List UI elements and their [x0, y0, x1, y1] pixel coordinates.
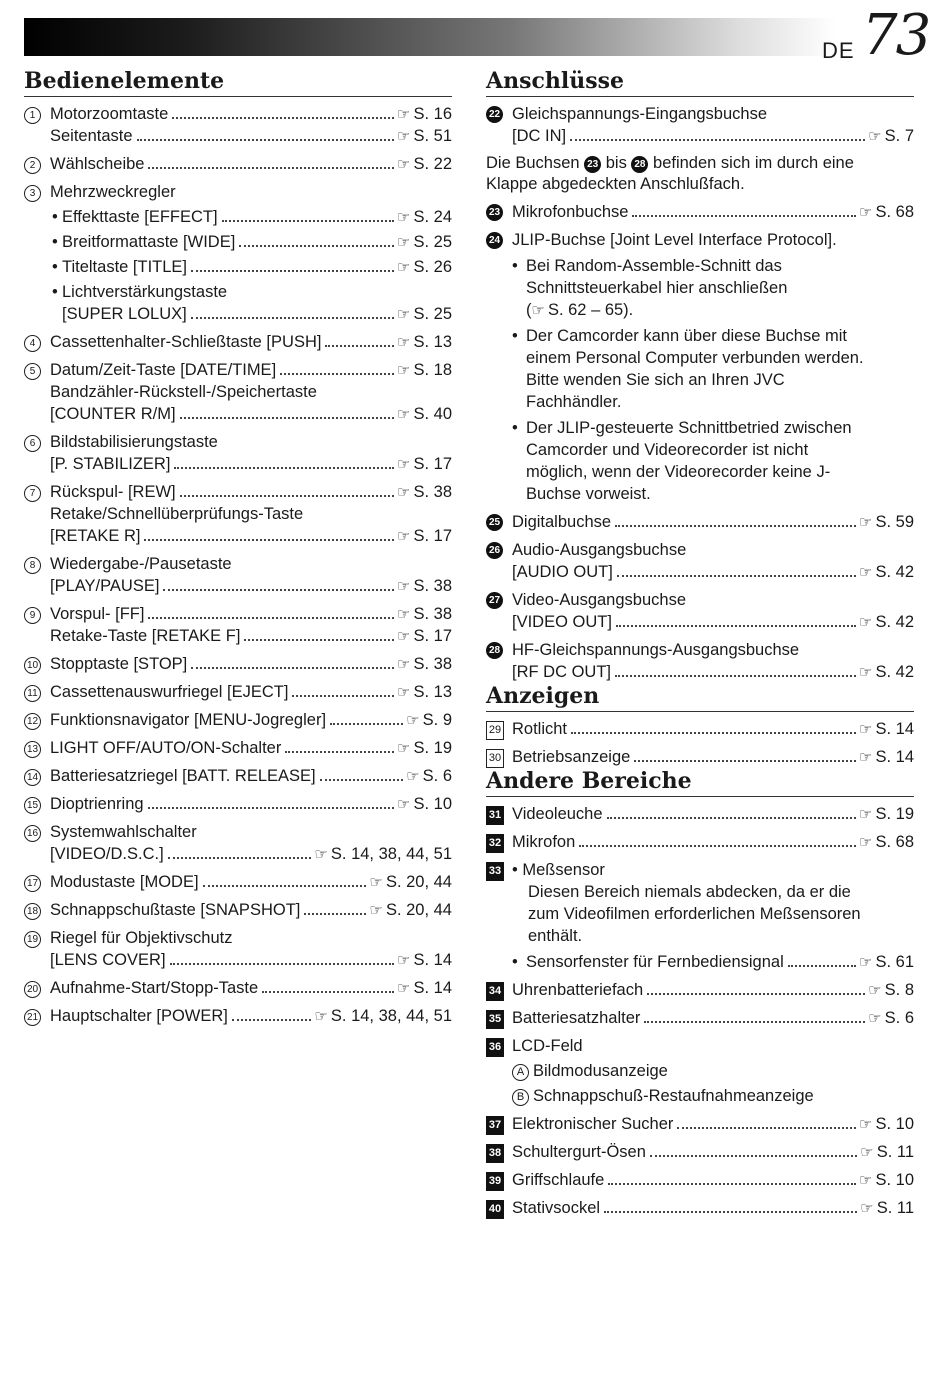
item-number: 1 — [24, 107, 41, 124]
list-item: 15 Dioptrienring ☞ S. 10 — [24, 793, 452, 815]
pointing-hand-icon: ☞ — [859, 748, 873, 766]
pointing-hand-icon: ☞ — [859, 805, 873, 823]
list-item: 23 Mikrofonbuchse ☞ S. 68 — [486, 201, 914, 223]
list-item: 34 Uhrenbatteriefach ☞ S. 8 — [486, 979, 914, 1001]
list-item: 14 Batteriesatzriegel [BATT. RELEASE] ☞ S. 6 — [24, 765, 452, 787]
list-item: 40 Stativsockel ☞ S. 11 — [486, 1197, 914, 1219]
list-subitem: • Effekttaste [EFFECT] ☞ S. 24 — [52, 208, 452, 226]
list-item: 4 Cassettenhalter-Schließtaste [PUSH] ☞ S. 13 — [24, 331, 452, 353]
left-column — [24, 68, 452, 1027]
list-item: 20 Aufnahme-Start/Stopp-Taste ☞ S. 14 — [24, 977, 452, 999]
list-item: 31 Videoleuche ☞ S. 19 — [486, 803, 914, 825]
list-item: 29 Rotlicht ☞ S. 14 — [486, 718, 914, 740]
pointing-hand-icon: ☞ — [397, 527, 411, 545]
pointing-hand-icon: ☞ — [859, 613, 873, 631]
pointing-hand-icon: ☞ — [397, 333, 411, 351]
list-item: 16 Systemwahlschalter [VIDEO/D.S.C.] ☞ S. 14, 38, 44, 51 — [24, 821, 452, 865]
list-item: 30 Betriebsanzeige ☞ S. 14 — [486, 746, 914, 768]
list-item: 19 Riegel für Objektivschutz [LENS COVER] ☞ S. 14 — [24, 927, 452, 971]
pointing-hand-icon: ☞ — [859, 1171, 873, 1189]
list-item: 8 Wiedergabe-/Pausetaste [PLAY/PAUSE] ☞ S. 38 — [24, 553, 452, 597]
pointing-hand-icon: ☞ — [397, 795, 411, 813]
list-item: 11 Cassettenauswurfriegel [EJECT] ☞ S. 13 — [24, 681, 452, 703]
pointing-hand-icon: ☞ — [397, 979, 411, 997]
list-item: 12 Funktionsnavigator [MENU-Jogregler] ☞ S. 9 — [24, 709, 452, 731]
pointing-hand-icon: ☞ — [859, 513, 873, 531]
list-item: 13 LIGHT OFF/AUTO/ON-Schalter ☞ S. 19 — [24, 737, 452, 759]
list-item: 17 Modustaste [MODE] ☞ S. 20, 44 — [24, 871, 452, 893]
header-gradient-bar — [24, 18, 836, 56]
list-subitem: • Breitformattaste [WIDE] ☞ S. 25 — [52, 233, 452, 251]
list-subitem: • Bei Random-Assemble-Schnitt das Schnittsteuerkabel hier anschließen (☞ S. 62 – 65). — [512, 257, 788, 319]
list-item: 5 Datum/Zeit-Taste [DATE/TIME] ☞ S. 18 Bandzähler-Rückstell-/Speichertaste [COUNTER R/M] ☞ S. 40 — [24, 359, 452, 425]
pointing-hand-icon: ☞ — [406, 767, 420, 785]
leader-dots — [172, 117, 394, 119]
pointing-hand-icon: ☞ — [397, 483, 411, 501]
list-item: 37 Elektronischer Sucher ☞ S. 10 — [486, 1113, 914, 1135]
list-item: 26 Audio-Ausgangsbuchse [AUDIO OUT] ☞ S. 42 — [486, 539, 914, 583]
pointing-hand-icon: ☞ — [397, 739, 411, 757]
pointing-hand-icon: ☞ — [314, 1007, 328, 1025]
list-subitem: • Der JLIP-gesteuerte Schnittbetried zwischen Camcorder und Videorecorder ist nicht möglich, wenn der Videorecorder keine J- Buchse vorweist. — [512, 419, 852, 503]
list-item: 10 Stopptaste [STOP] ☞ S. 38 — [24, 653, 452, 675]
pointing-hand-icon: ☞ — [397, 208, 411, 226]
list-item: 18 Schnappschußtaste [SNAPSHOT] ☞ S. 20, 44 — [24, 899, 452, 921]
list-item: 28 HF-Gleichspannungs-Ausgangsbuchse [RF DC OUT] ☞ S. 42 — [486, 639, 914, 683]
language-code: DE — [822, 38, 855, 63]
pointing-hand-icon: ☞ — [397, 683, 411, 701]
pointing-hand-icon: ☞ — [860, 1143, 874, 1161]
page-number: 73 — [862, 3, 930, 68]
pointing-hand-icon: ☞ — [397, 233, 411, 251]
pointing-hand-icon: ☞ — [868, 981, 882, 999]
list-item: 33 • Meßsensor Diesen Bereich niemals abdecken, da er die zum Videofilmen erforderlichen Meßsensoren enthält. — [486, 859, 914, 947]
pointing-hand-icon: ☞ — [314, 845, 328, 863]
list-item: 36 LCD-Feld A Bildmodusanzeige B Schnappschuß-Restaufnahmeanzeige — [486, 1035, 914, 1107]
list-subitem: • Titeltaste [TITLE] ☞ S. 26 — [52, 258, 452, 276]
note-paragraph: Die Buchsen 23 bis 28 befinden sich im durch eine Klappe abgedeckten Anschlußfach. — [486, 154, 854, 193]
list-item: 27 Video-Ausgangsbuchse [VIDEO OUT] ☞ S. 42 — [486, 589, 914, 633]
pointing-hand-icon: ☞ — [397, 127, 411, 145]
pointing-hand-icon: ☞ — [397, 627, 411, 645]
pointing-hand-icon: ☞ — [397, 258, 411, 276]
pointing-hand-icon: ☞ — [860, 1199, 874, 1217]
list-item: 25 Digitalbuchse ☞ S. 59 — [486, 511, 914, 533]
pointing-hand-icon: ☞ — [369, 901, 383, 919]
list-item: 39 Griffschlaufe ☞ S. 10 — [486, 1169, 914, 1191]
pointing-hand-icon: ☞ — [397, 605, 411, 623]
pointing-hand-icon: ☞ — [397, 105, 411, 123]
pointing-hand-icon: ☞ — [397, 361, 411, 379]
section-title-anschluesse: Anschlüsse — [486, 68, 914, 97]
section-title-andere-bereiche: Andere Bereiche — [486, 768, 914, 797]
pointing-hand-icon: ☞ — [397, 455, 411, 473]
list-item: 32 Mikrofon ☞ S. 68 — [486, 831, 914, 853]
list-item: 3 Mehrzweckregler — [24, 181, 452, 203]
list-item: 1 Motorzoomtaste ☞ S. 16 Seitentaste ☞ S. 51 — [24, 103, 452, 147]
list-subitem: • Der Camcorder kann über diese Buchse mit einem Personal Computer verbunden werden. Bitte wenden Sie sich an Ihren JVC Fachhändler. — [512, 327, 864, 411]
list-item: 21 Hauptschalter [POWER] ☞ S. 14, 38, 44, 51 — [24, 1005, 452, 1027]
pointing-hand-icon: ☞ — [859, 203, 873, 221]
list-item: 7 Rückspul- [REW] ☞ S. 38 Retake/Schnellüberprüfungs-Taste [RETAKE R] ☞ S. 17 — [24, 481, 452, 547]
pointing-hand-icon: ☞ — [859, 953, 873, 971]
pointing-hand-icon: ☞ — [369, 873, 383, 891]
pointing-hand-icon: ☞ — [397, 155, 411, 173]
pointing-hand-icon: ☞ — [868, 1009, 882, 1027]
list-item: 2 Wählscheibe ☞ S. 22 — [24, 153, 452, 175]
pointing-hand-icon: ☞ — [859, 663, 873, 681]
list-item: 22 Gleichspannungs-Eingangsbuchse [DC IN] ☞ S. 7 — [486, 103, 914, 147]
pointing-hand-icon: ☞ — [397, 951, 411, 969]
pointing-hand-icon: ☞ — [406, 711, 420, 729]
list-item: 9 Vorspul- [FF] ☞ S. 38 Retake-Taste [RETAKE F] ☞ S. 17 — [24, 603, 452, 647]
section-title-bedienelemente: Bedienelemente — [24, 68, 452, 97]
pointing-hand-icon: ☞ — [868, 127, 882, 145]
section-title-anzeigen: Anzeigen — [486, 683, 914, 712]
pointing-hand-icon: ☞ — [397, 405, 411, 423]
right-column — [486, 68, 914, 1219]
pointing-hand-icon: ☞ — [859, 563, 873, 581]
pointing-hand-icon: ☞ — [397, 655, 411, 673]
list-subitem: • Lichtverstärkungstaste [SUPER LOLUX] ☞ S. 25 — [52, 283, 452, 323]
list-subitem: • Sensorfenster für Fernbediensignal ☞ S. 61 — [512, 953, 914, 971]
pointing-hand-icon: ☞ — [859, 833, 873, 851]
pointing-hand-icon: ☞ — [531, 301, 545, 319]
pointing-hand-icon: ☞ — [397, 577, 411, 595]
pointing-hand-icon: ☞ — [397, 305, 411, 323]
list-item: 24 JLIP-Buchse [Joint Level Interface Protocol]. — [486, 229, 914, 251]
list-item: 6 Bildstabilisierungstaste [P. STABILIZER] ☞ S. 17 — [24, 431, 452, 475]
list-item: 38 Schultergurt-Ösen ☞ S. 11 — [486, 1141, 914, 1163]
pointing-hand-icon: ☞ — [859, 1115, 873, 1133]
list-item: 35 Batteriesatzhalter ☞ S. 6 — [486, 1007, 914, 1029]
pointing-hand-icon: ☞ — [859, 720, 873, 738]
